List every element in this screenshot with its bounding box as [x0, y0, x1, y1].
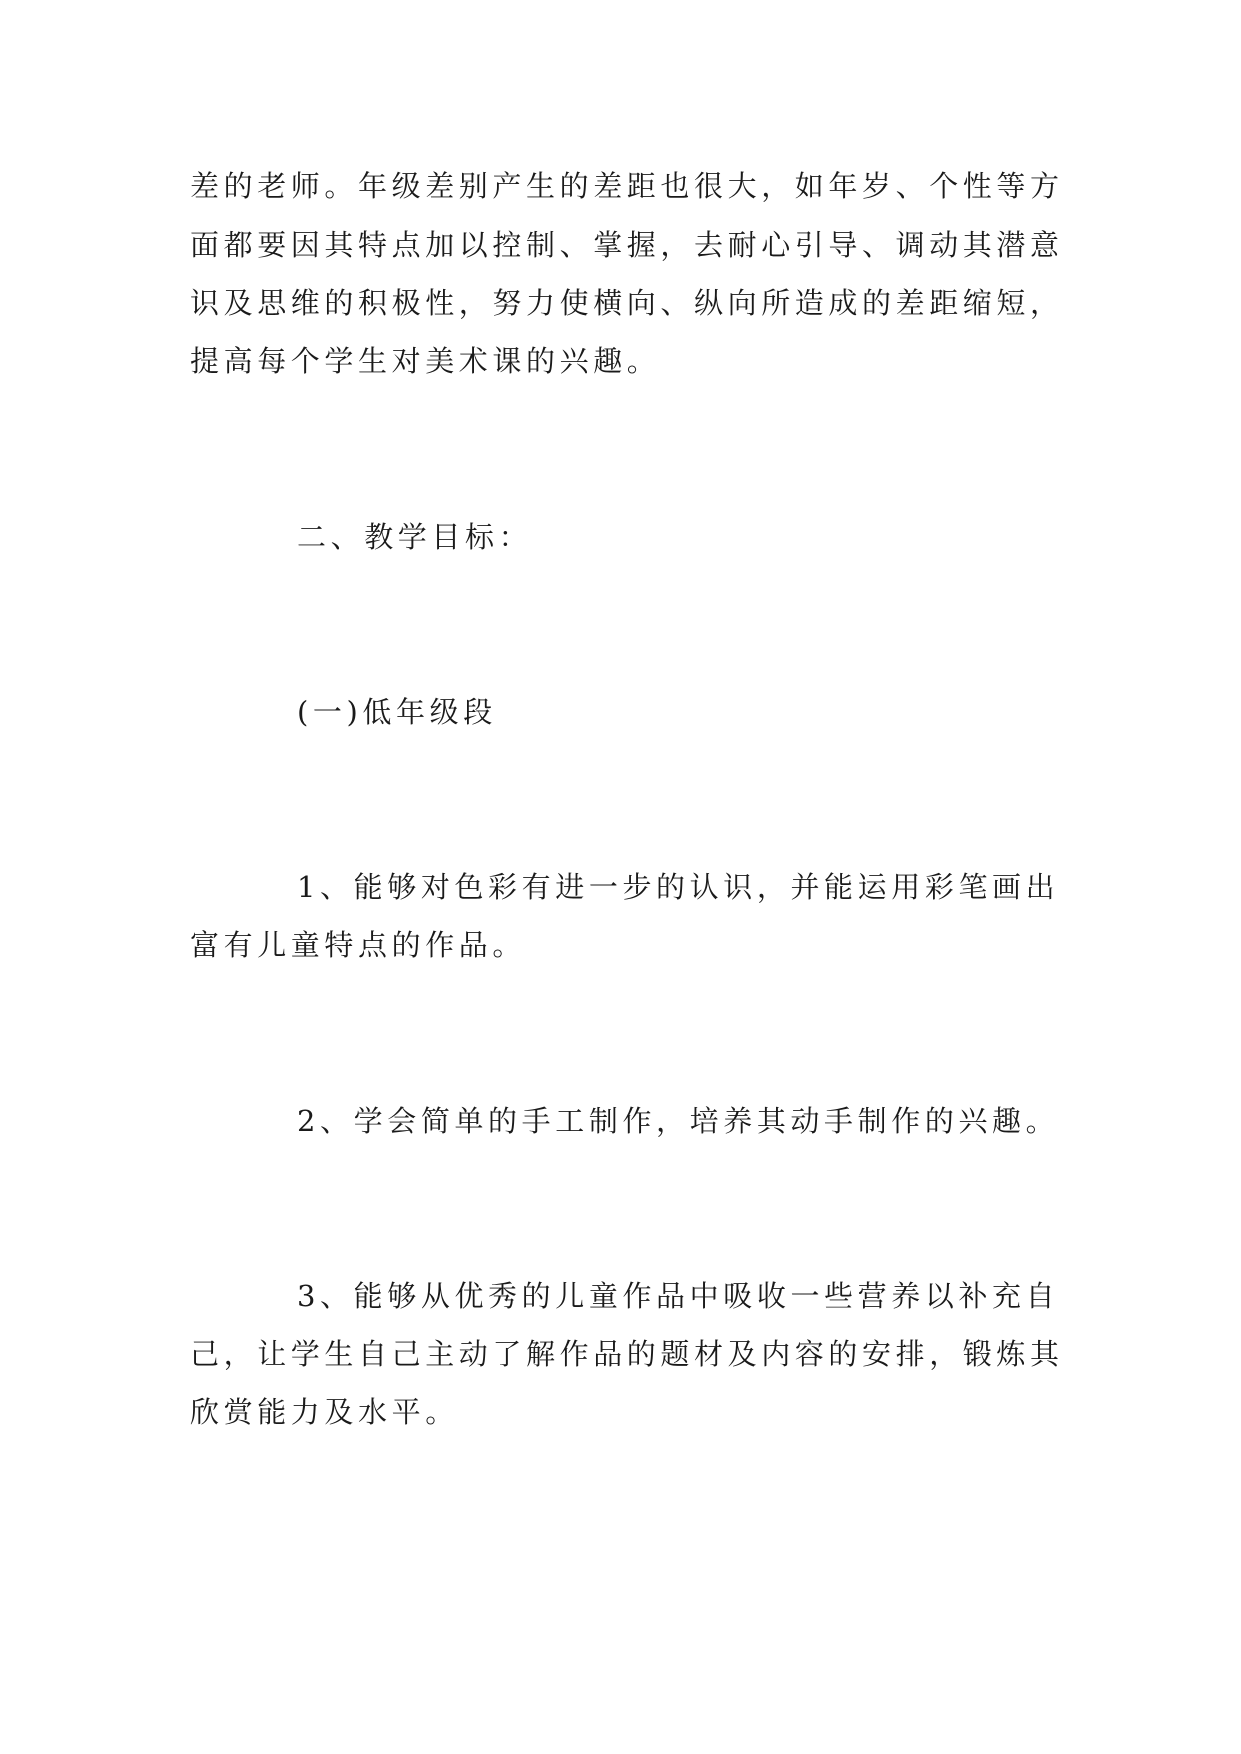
list-item-line: 欣赏能力及水平。 — [190, 1395, 459, 1429]
subsection-heading: (一)低年级段 — [297, 695, 497, 729]
section-heading: 二、教学目标： — [297, 520, 533, 554]
list-item-line: 己，让学生自己主动了解作品的题材及内容的安排，锻炼其 — [190, 1337, 1064, 1371]
list-item-line: 富有儿童特点的作品。 — [190, 928, 527, 962]
paragraph-line: 差的老师。年级差别产生的差距也很大，如年岁、个性等方 — [190, 169, 1064, 203]
paragraph-line: 提高每个学生对美术课的兴趣。 — [190, 344, 661, 378]
list-item-line: 2、学会简单的手工制作，培养其动手制作的兴趣。 — [297, 1104, 1060, 1138]
paragraph-line: 识及思维的积极性，努力使横向、纵向所造成的差距缩短， — [190, 286, 1064, 320]
list-item-line: 1、能够对色彩有进一步的认识，并能运用彩笔画出 — [297, 870, 1060, 904]
list-item-line: 3、能够从优秀的儿童作品中吸收一些营养以补充自 — [297, 1279, 1060, 1313]
paragraph-line: 面都要因其特点加以控制、掌握，去耐心引导、调动其潜意 — [190, 228, 1064, 262]
